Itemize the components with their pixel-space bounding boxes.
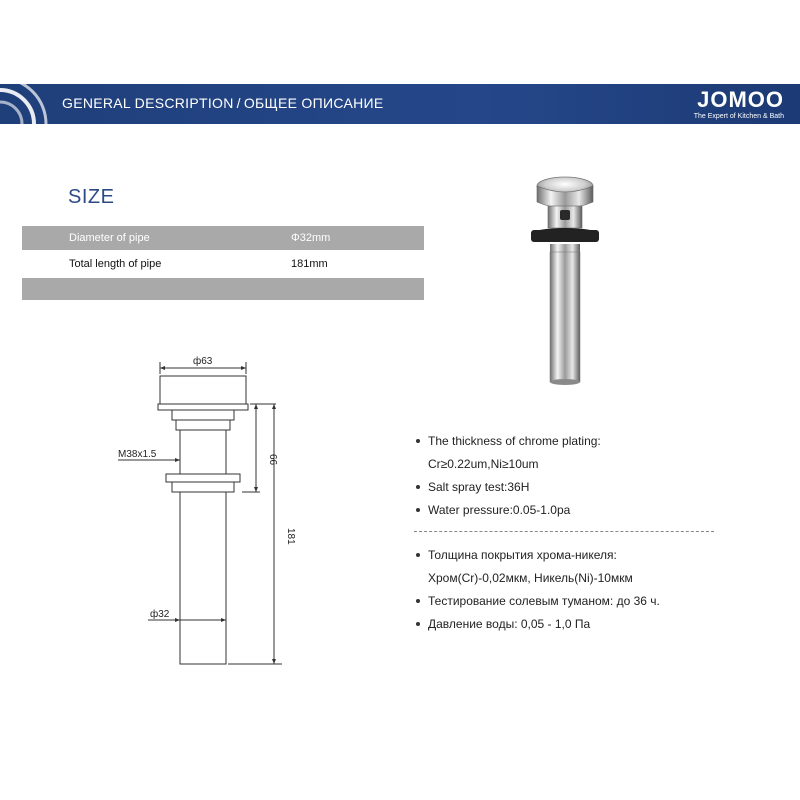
dim-height-label: 66 [267, 454, 278, 466]
brand-name: JOMOO [697, 87, 784, 112]
spec-value: Φ32mm [291, 232, 331, 244]
dim-top-label: ф63 [193, 356, 213, 367]
features-list [414, 430, 724, 636]
table-row [22, 250, 424, 278]
feature-item: Water pressure:0.05-1.0pa [414, 499, 724, 522]
title-ru: ОБЩЕЕ ОПИСАНИЕ [243, 95, 384, 111]
feature-item-continued: Хром(Cr)-0,02мкм, Никель(Ni)-10мкм [428, 571, 633, 585]
table-footer-bar [22, 278, 424, 300]
brand-logo [694, 88, 784, 121]
feature-item: Тестирование солевым туманом: до 36 ч. [414, 590, 724, 613]
dim-thread-label: M38x1.5 [118, 449, 157, 460]
size-heading: SIZE [68, 186, 115, 208]
page-title [62, 95, 384, 111]
feature-item-continued: Cr≥0.22um,Ni≥10um [428, 457, 539, 471]
drawing-cap [160, 376, 246, 404]
feature-item: Толщина покрытия хрома-никеля: [414, 544, 724, 567]
spec-value: 181mm [291, 258, 328, 270]
feature-item: Salt spray test:36H [414, 476, 724, 499]
feature-item: Давление воды: 0,05 - 1,0 Па [414, 613, 724, 636]
drawing-thread-body [180, 430, 226, 474]
title-en: GENERAL DESCRIPTION [62, 95, 234, 111]
section-divider [414, 531, 714, 532]
spec-table [22, 226, 424, 300]
header-banner [0, 84, 800, 124]
title-separator: / [236, 95, 241, 111]
table-row [22, 226, 424, 250]
spec-label: Diameter of pipe [69, 232, 150, 244]
technical-drawing [110, 352, 310, 682]
product-drain-image [520, 172, 610, 392]
drawing-pipe [180, 492, 226, 664]
decorative-arcs-icon [0, 84, 60, 124]
spec-label: Total length of pipe [69, 258, 162, 270]
dim-total-label: 181 [285, 528, 296, 545]
dim-pipe-label: ф32 [150, 609, 170, 620]
brand-tagline: The Expert of Kitchen & Bath [693, 113, 784, 120]
feature-item: The thickness of chrome plating: [414, 430, 724, 453]
